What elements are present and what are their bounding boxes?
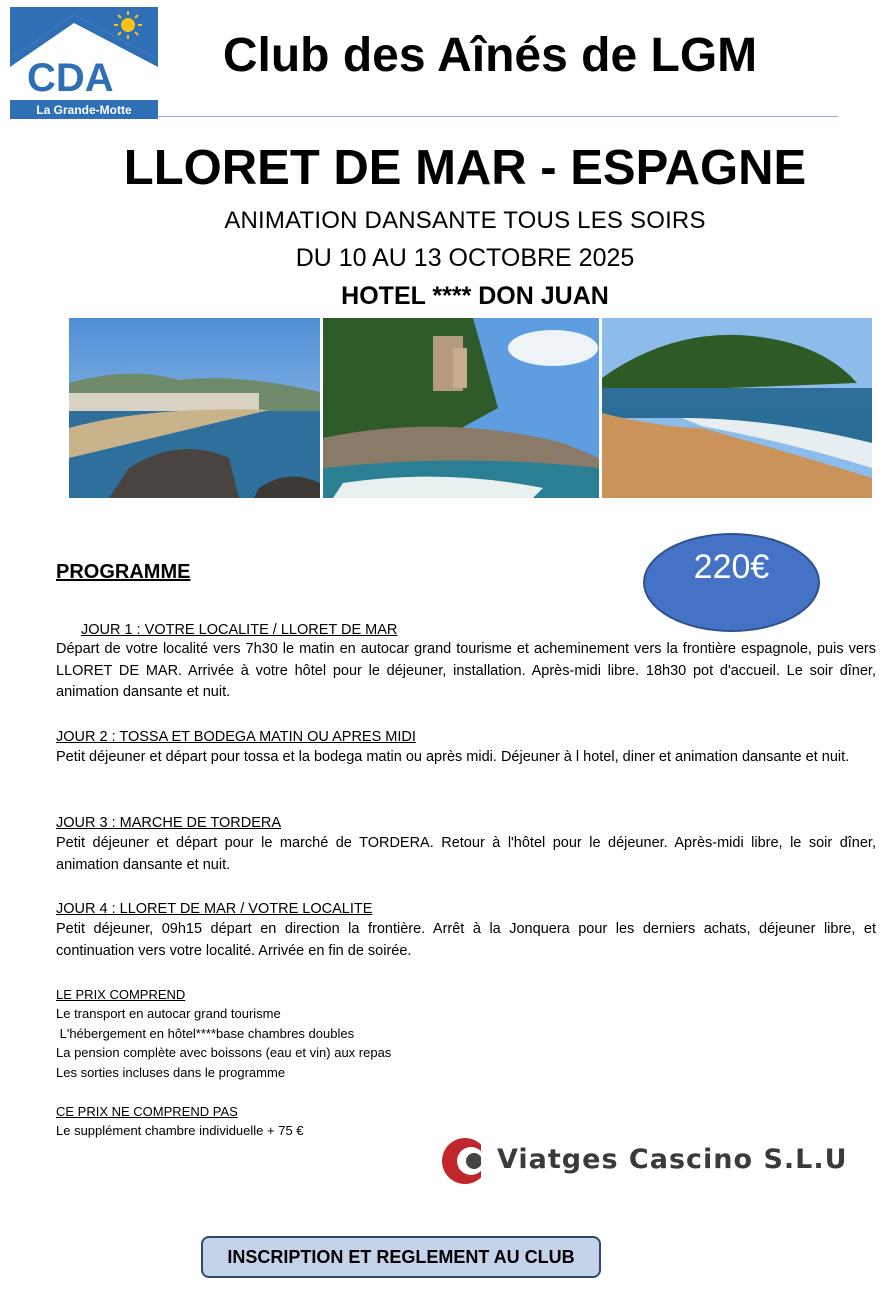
price-badge: 220€ [643,533,820,632]
includes-list [56,1004,391,1082]
sun-icon [121,18,135,32]
list-item: Le supplément chambre individuelle + 75 € [56,1123,304,1138]
list-item: Le transport en autocar grand tourisme [56,1006,281,1021]
list-item: Les sorties incluses dans le programme [56,1064,286,1080]
day-1-text: Départ de votre localité vers 7h30 le matin en autocar grand tourisme et acheminement vers la frontière espagnole, puis vers LLORET DE MAR. Arrivée à votre hôtel pour le déjeuner, installation. Après-midi libre. 18h30 pot d'accueil. Le soir dîner, animation dansante et nuit. [56,641,876,700]
logo-letters: CDA [27,56,114,100]
day-4-text: Petit déjeuner, 09h15 départ en direction la frontière. Arrêt à la Jonquera pour les derniers achats, déjeuner libre, et continuation vers votre localité. Arrivée en fin de soirée. [56,921,876,959]
trip-title: LLORET DE MAR - ESPAGNE [123,141,807,195]
club-logo [10,7,158,119]
list-item: L'hébergement en hôtel****base chambres doubles [56,1025,355,1041]
photo-beach-waves [602,318,872,498]
excludes-heading: CE PRIX NE COMPREND PAS [56,1104,238,1119]
registration-banner: INSCRIPTION ET REGLEMENT AU CLUB [201,1236,601,1278]
agency-name: Viatges Cascino S.L.U [497,1144,848,1175]
day-3-text: Petit déjeuner et départ pour le marché de TORDERA. Retour à l'hôtel pour le déjeuner. Après-midi libre, le soir dîner, animation dansante et nuit. [56,835,876,873]
day-1-title: JOUR 1 : VOTRE LOCALITE / LLORET DE MAR [81,622,398,638]
day-2-text: Petit déjeuner et départ pour tossa et la bodega matin ou après midi. Déjeuner à l hotel, diner et animation dansante et nuit. [56,749,850,765]
logo-caption: La Grande-Motte [36,103,132,117]
header-divider [158,116,838,117]
hotel-name: HOTEL **** DON JUAN [341,282,609,310]
excludes-list [56,1121,304,1141]
photo-castle-coast [323,318,599,498]
club-title: Club des Aînés de LGM [222,29,758,82]
trip-dates: DU 10 AU 13 OCTOBRE 2025 [295,244,635,272]
day-3-title: JOUR 3 : MARCHE DE TORDERA [56,815,282,831]
day-4-title: JOUR 4 : LLORET DE MAR / VOTRE LOCALITE [56,901,373,917]
day-2-title: JOUR 2 : TOSSA ET BODEGA MATIN OU APRES MIDI [56,729,416,745]
photo-bay-view [69,318,320,498]
trip-subtitle: ANIMATION DANSANTE TOUS LES SOIRS [224,207,706,234]
list-item: La pension complète avec boissons (eau et vin) aux repas [56,1045,392,1060]
includes-heading: LE PRIX COMPREND [56,987,186,1002]
programme-heading: PROGRAMME [56,561,191,583]
